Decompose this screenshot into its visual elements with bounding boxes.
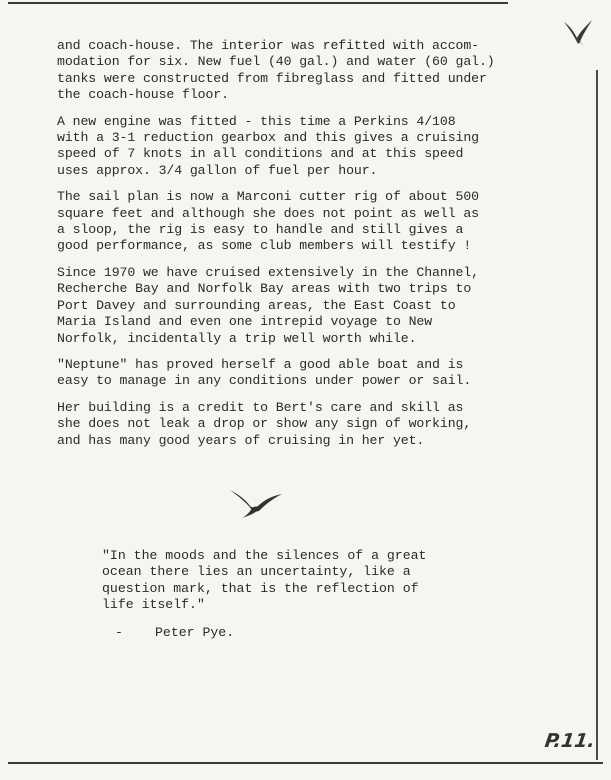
paragraph: "Neptune" has proved herself a good able boat and is easy to manage in any conditions under power or sail. bbox=[57, 356, 472, 389]
bottom-rule bbox=[8, 762, 603, 764]
page-number: P.11. bbox=[543, 730, 597, 752]
seagull-icon bbox=[228, 486, 284, 520]
paragraph: Her building is a credit to Bert's care and skill as she does not leak a drop or show any sign of working, and has many good years of cruising in her yet. bbox=[57, 399, 472, 448]
quote-author: Peter Pye. bbox=[155, 625, 235, 640]
article-body bbox=[57, 38, 557, 459]
attribution-dash: - bbox=[115, 625, 123, 640]
paragraph: The sail plan is now a Marconi cutter rig of about 500 square feet and although she does not point as well as a sloop, the rig is easy to handle and still gives a good performance, as some club members will testify ! bbox=[57, 189, 479, 254]
top-rule bbox=[8, 2, 508, 4]
quote-attribution bbox=[115, 625, 415, 641]
seagull-icon bbox=[562, 16, 596, 50]
paragraph: Since 1970 we have cruised extensively in the Channel, Recherche Bay and Norfolk Bay areas with two trips to Port Davey and surrounding areas, the East Coast to Maria Island and even one intrepid voyage to New Norfolk, incidentally a trip well worth while. bbox=[57, 264, 479, 346]
paragraph: and coach-house. The interior was refitted with accom- modation for six. New fuel (40 gal.) and water (60 gal.) tanks were constructed from fibreglass and fitted under the coach-house floor. bbox=[57, 38, 495, 103]
paragraph: A new engine was fitted - this time a Perkins 4/108 with a 3-1 reduction gearbox and this gives a cruising speed of 7 knots in all conditions and at this speed uses approx. 3/4 gallon of fuel per hour. bbox=[57, 113, 479, 178]
quote-text: "In the moods and the silences of a great ocean there lies an uncertainty, like a question mark, that is the reflection of life itself." bbox=[102, 548, 427, 613]
right-rule bbox=[596, 70, 598, 760]
